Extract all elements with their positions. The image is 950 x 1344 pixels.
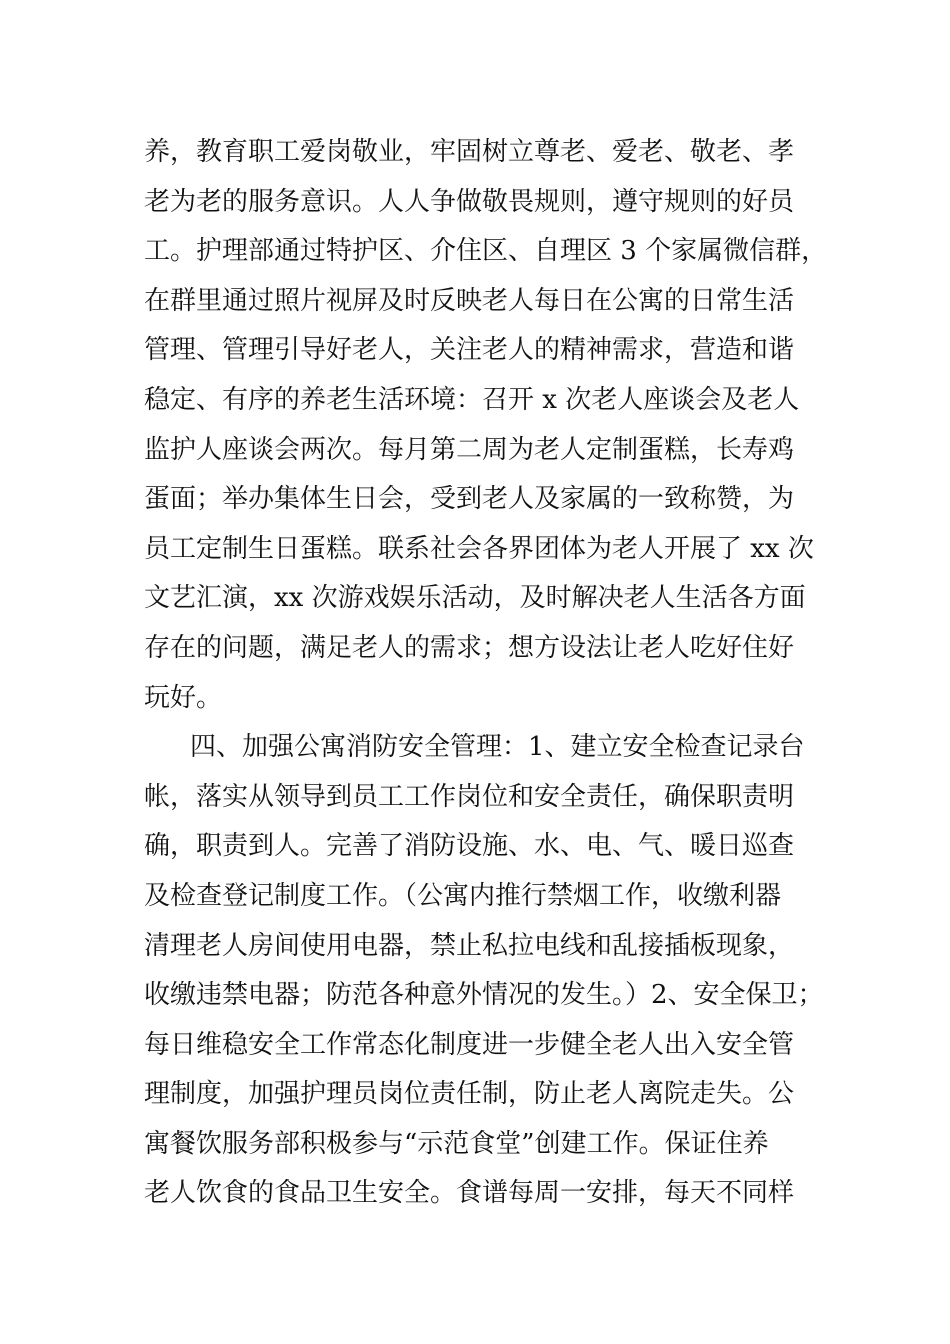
text-line: 及检查登记制度工作。（公寓内推行禁烟工作，收缴利器 [144,880,782,911]
text-line: 老为老的服务意识。人人争做敬畏规则，遵守规则的好员 [144,186,795,217]
text-line: 监护人座谈会两次。每月第二周为老人定制蛋糕，长寿鸡 [144,434,795,465]
text-line: 工。护理部通过特护区、介住区、自理区 3 个家属微信群， [144,236,828,267]
text-line: 收缴违禁电器；防范各种意外情况的发生。）2、安全保卫； [144,980,824,1011]
text-line: 管理、管理引导好老人，关注老人的精神需求，营造和谐 [144,335,795,366]
text-line: 文艺汇演，xx 次游戏娱乐活动，及时解决老人生活各方面 [144,583,806,614]
text-line: 存在的问题，满足老人的需求；想方设法让老人吃好住好 [144,632,795,663]
text-line: 每日维稳安全工作常态化制度进一步健全老人出入安全管 [144,1029,795,1060]
text-line: 养，教育职工爱岗敬业，牢固树立尊老、爱老、敬老、孝 [144,137,795,167]
text-line: 确，职责到人。完善了消防设施、水、电、气、暖日巡查 [144,831,795,862]
text-line: 稳定、有序的养老生活环境：召开 x 次老人座谈会及老人 [144,384,800,415]
text-line: 理制度，加强护理员岗位责任制，防止老人离院走失。公 [144,1079,795,1110]
document-body [144,128,834,1219]
text-line: 清理老人房间使用电器，禁止私拉电线和乱接插板现象， [144,930,795,961]
text-line: 老人饮食的食品卫生安全。食谱每周一安排，每天不同样 [144,1178,795,1209]
section-heading-line: 四、加强公寓消防安全管理：1、建立安全检查记录台 [190,732,805,763]
text-line: 蛋面；举办集体生日会，受到老人及家属的一致称赞，为 [144,484,795,515]
text-line: 在群里通过照片视屏及时反映老人每日在公寓的日常生活 [144,285,795,316]
text-line: 寓餐饮服务部积极参与“示范食堂”创建工作。保证住养 [144,1128,769,1159]
text-line: 玩好。 [144,682,223,713]
text-line: 帐，落实从领导到员工工作岗位和安全责任，确保职责明 [144,781,795,812]
text-line: 员工定制生日蛋糕。联系社会各界团体为老人开展了 xx 次 [144,533,814,564]
